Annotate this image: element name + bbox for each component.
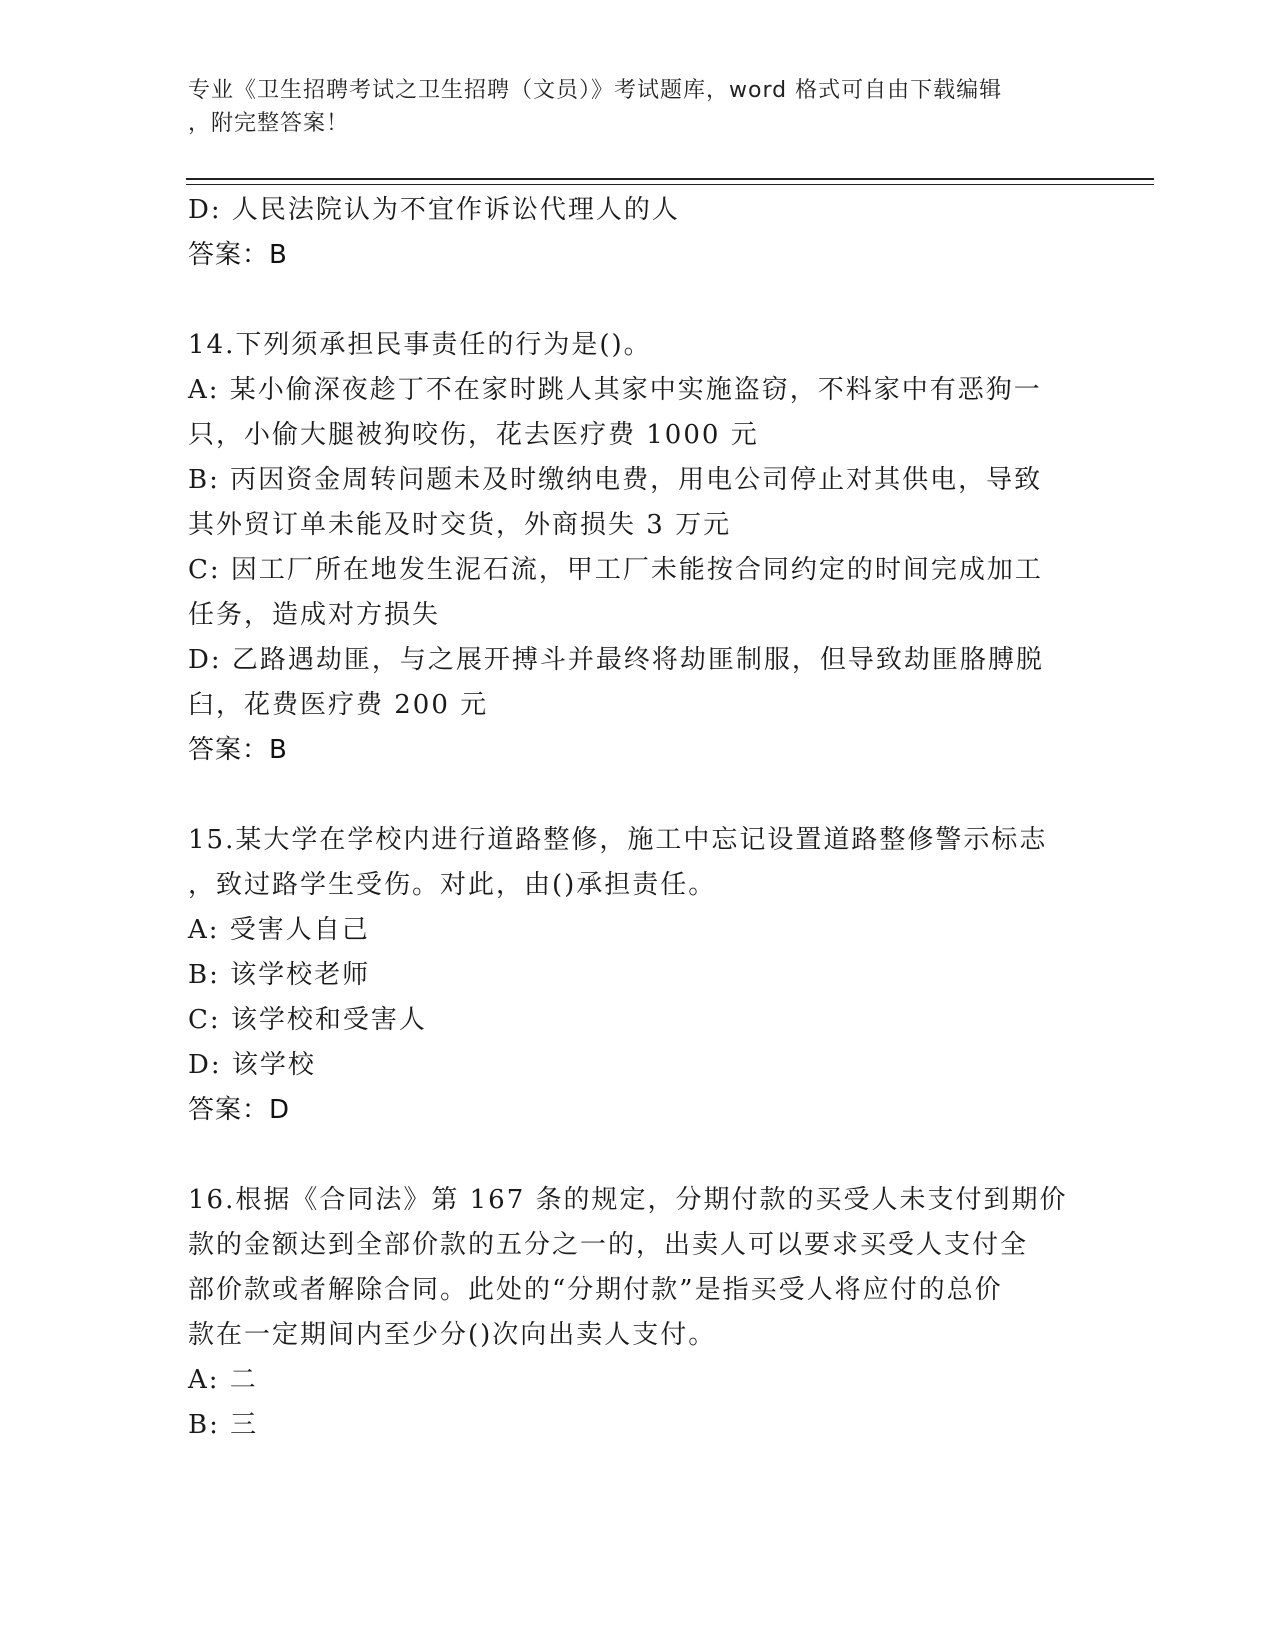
question-stem-continued: ，致过路学生受伤。对此，由()承担责任。 — [188, 870, 717, 900]
option-a: A: 受害人自己 — [188, 915, 370, 945]
question-stem: 15.某大学在学校内进行道路整修，施工中忘记设置道路整修警示标志 — [188, 825, 1048, 855]
header-rule-thick — [186, 178, 1154, 180]
question-stem: 14.下列须承担民事责任的行为是()。 — [188, 330, 652, 360]
option-c-continued: 任务，造成对方损失 — [188, 600, 441, 630]
question-stem-continued: 款在一定期间内至少分()次向出卖人支付。 — [188, 1320, 717, 1350]
question-content — [188, 188, 1088, 1448]
question-14 — [188, 323, 1088, 773]
question-stem-continued: 部价款或者解除合同。此处的“分期付款”是指买受人将应付的总价 — [188, 1275, 1003, 1305]
option-d: D: 该学校 — [188, 1050, 316, 1080]
question-13-tail — [188, 188, 1088, 278]
option-a-continued: 只，小偷大腿被狗咬伤，花去医疗费 1000 元 — [188, 420, 759, 450]
header-rule-thin — [186, 184, 1154, 185]
header-line-1: 专业《卫生招聘考试之卫生招聘（文员）》考试题库，word 格式可自由下载编辑 — [188, 78, 1003, 103]
spacer — [188, 1133, 1088, 1178]
option-d: D: 乙路遇劫匪，与之展开搏斗并最终将劫匪制服，但导致劫匪胳膊脱 — [188, 645, 1044, 675]
option-d-continued: 臼，花费医疗费 200 元 — [188, 690, 489, 720]
option-d: D: 人民法院认为不宜作诉讼代理人的人 — [188, 195, 680, 225]
option-a: A: 某小偷深夜趁丁不在家时跳人其家中实施盗窃，不料家中有恶狗一 — [188, 375, 1042, 405]
answer: 答案：B — [188, 240, 288, 270]
spacer — [188, 278, 1088, 323]
spacer — [188, 773, 1088, 818]
answer: 答案：D — [188, 1095, 291, 1125]
option-c: C: 因工厂所在地发生泥石流，甲工厂未能按合同约定的时间完成加工 — [188, 555, 1043, 585]
option-b: B: 丙因资金周转问题未及时缴纳电费，用电公司停止对其供电，导致 — [188, 465, 1043, 495]
option-c: C: 该学校和受害人 — [188, 1005, 427, 1035]
question-stem: 16.根据《合同法》第 167 条的规定，分期付款的买受人未支付到期价 — [188, 1185, 1068, 1215]
option-b-continued: 其外贸订单未能及时交货，外商损失 3 万元 — [188, 510, 732, 540]
question-16 — [188, 1178, 1088, 1448]
header-line-2: ，附完整答案！ — [188, 111, 350, 136]
option-a: A: 二 — [188, 1365, 258, 1395]
page-header — [188, 74, 1068, 140]
option-b: B: 该学校老师 — [188, 960, 371, 990]
question-15 — [188, 818, 1088, 1133]
answer: 答案：B — [188, 735, 288, 765]
question-stem-continued: 款的金额达到全部价款的五分之一的，出卖人可以要求买受人支付全 — [188, 1230, 1029, 1260]
option-b: B: 三 — [188, 1410, 259, 1440]
